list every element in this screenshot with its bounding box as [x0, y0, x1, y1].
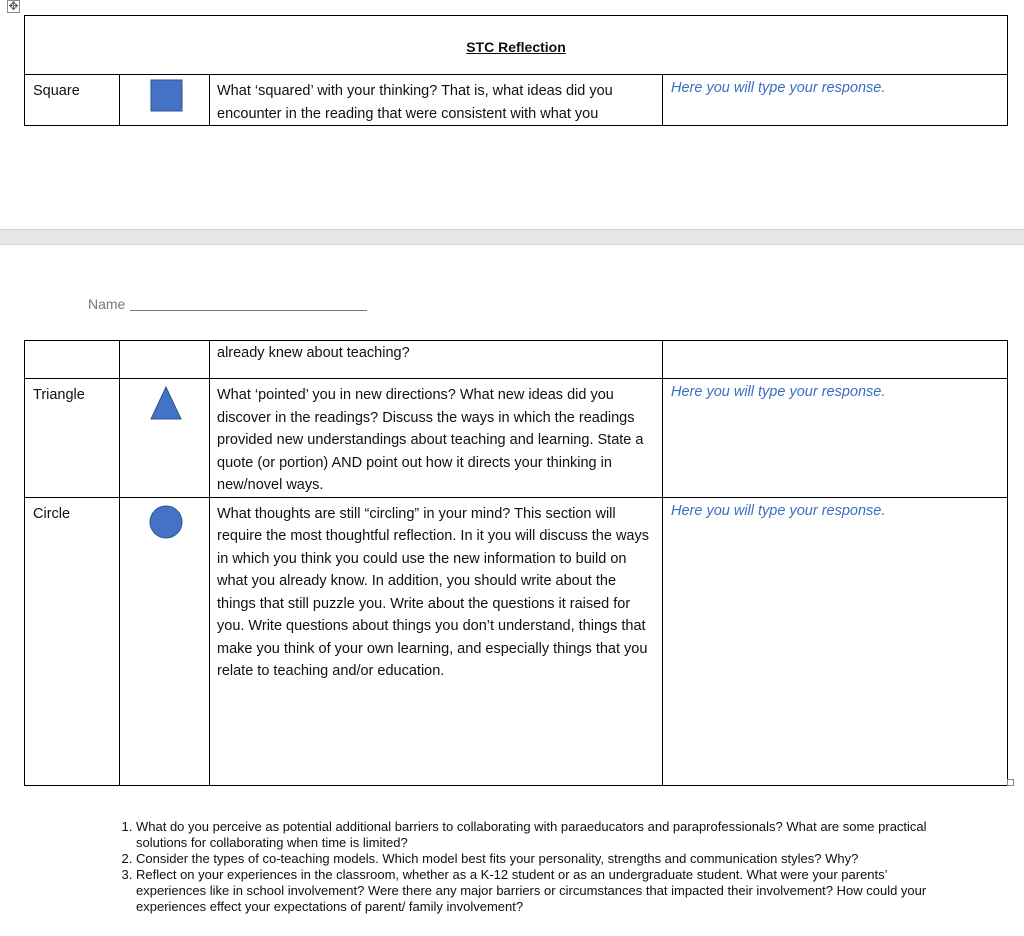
triangle-shape-icon [120, 379, 210, 427]
circle-response[interactable]: Here you will type your response. [663, 497, 1008, 785]
question-list [112, 819, 956, 915]
list-item: 3. Reflect on your experiences in the classroom, whether as a K-12 student or as an undergraduate student. What were your parents’ experiences like in school involvement? Were there any major barriers or circumstances that impacted their involvement? How could your experiences effect your expectations of parent/ family involvement? [136, 867, 956, 915]
title-cell [25, 16, 1008, 75]
square-label: Square [25, 75, 120, 126]
triangle-label: Triangle [25, 379, 120, 498]
table-resize-handle[interactable] [1007, 779, 1014, 786]
name-field[interactable] [130, 310, 367, 311]
square-response[interactable]: Here you will type your response. [663, 75, 1008, 126]
square-shape-icon [120, 75, 210, 119]
reflection-table-page2 [24, 340, 1008, 786]
page-title: STC Reflection [466, 39, 566, 55]
circle-prompt: What thoughts are still “circling” in your mind? This section will require the most thoughtful reflection. In it you will discuss the ways in which you think you could use the new information to build on what you already know. In addition, you should write about the things that still puzzle you. Write about the questions it raised for you. Write questions about things you don’t understand, things that make you think of your own learning, and especially things that you relate to teaching and/or education. [210, 497, 663, 785]
triangle-response[interactable]: Here you will type your response. [663, 379, 1008, 498]
square-prompt-continued: already knew about teaching? [210, 341, 663, 379]
name-label: Name [88, 296, 126, 312]
circle-shape-icon [120, 498, 210, 546]
list-item: 2. Consider the types of co-teaching models. Which model best fits your personality, strengths and communication styles? Why? [136, 851, 956, 867]
table-move-icon[interactable]: ✥ [8, 0, 19, 13]
triangle-prompt: What ‘pointed’ you in new directions? What new ideas did you discover in the readings? Discuss the ways in which the readings provided new understandings about teaching and learning. State a quote (or portion) AND point out how it directs your thinking in new/novel ways. [210, 379, 663, 498]
list-item: 1. What do you perceive as potential additional barriers to collaborating with paraeducators and paraprofessionals? What are some practical solutions for collaborating when time is limited? [136, 819, 956, 851]
square-prompt: What ‘squared’ with your thinking? That is, what ideas did you encounter in the reading that were consistent with what you [210, 75, 663, 126]
reflection-table-page1 [24, 15, 1008, 126]
circle-label: Circle [25, 497, 120, 785]
page-break-gap [0, 229, 1024, 245]
